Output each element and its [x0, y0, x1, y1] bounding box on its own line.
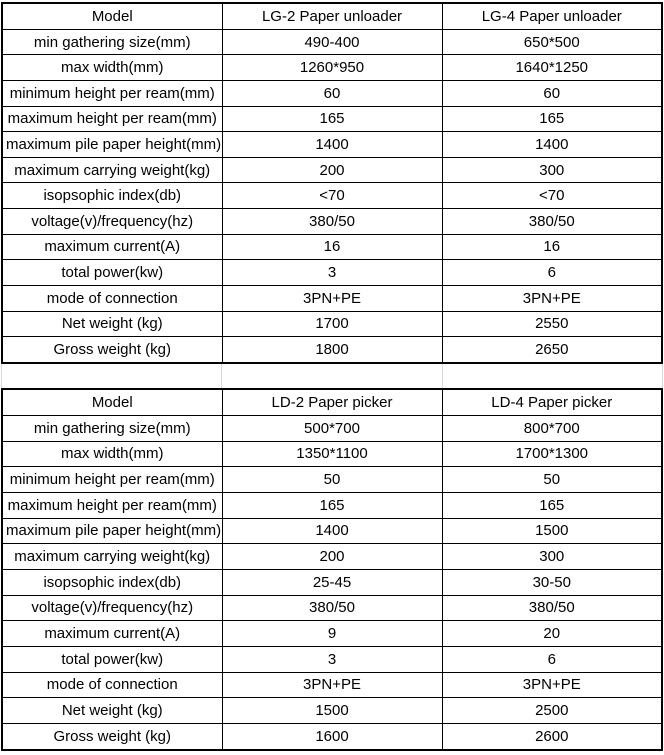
spec-row: [2, 106, 662, 132]
spec-value-cell: 1640*1250: [442, 55, 662, 81]
spec-value-cell: 380/50: [442, 209, 662, 235]
spec-value-cell: 300: [442, 157, 662, 183]
spec-value-cell: <70: [222, 183, 442, 209]
spec-label-cell: min gathering size(mm): [2, 29, 222, 55]
spec-value-cell: 6: [442, 260, 662, 286]
spec-label-cell: maximum height per ream(mm): [2, 106, 222, 132]
model-header-cell: Model: [2, 389, 222, 415]
spec-row: [2, 260, 662, 286]
spec-value-cell: 30-50: [442, 569, 662, 595]
spec-label-cell: Gross weight (kg): [2, 337, 222, 363]
spec-label-cell: mode of connection: [2, 672, 222, 698]
spec-label-cell: min gathering size(mm): [2, 415, 222, 441]
spec-value-cell: 200: [222, 544, 442, 570]
header-row: [2, 3, 662, 29]
model-name-cell: LG-4 Paper unloader: [442, 3, 662, 29]
spec-label-cell: maximum current(A): [2, 621, 222, 647]
spec-value-cell: <70: [442, 183, 662, 209]
table-gap: [1, 364, 663, 388]
spec-label-cell: maximum pile paper height(mm): [2, 518, 222, 544]
paper-picker-spec-table: [1, 388, 663, 751]
spec-label-cell: isopsophic index(db): [2, 183, 222, 209]
gap-cell: [442, 364, 662, 388]
spec-row: [2, 415, 662, 441]
spec-value-cell: 2500: [442, 698, 662, 724]
spec-label-cell: Net weight (kg): [2, 311, 222, 337]
spec-row: [2, 132, 662, 158]
spec-value-cell: 1800: [222, 337, 442, 363]
spec-label-cell: total power(kw): [2, 646, 222, 672]
spec-label-cell: voltage(v)/frequency(hz): [2, 595, 222, 621]
spec-value-cell: 380/50: [222, 595, 442, 621]
spec-value-cell: 25-45: [222, 569, 442, 595]
spec-value-cell: 3PN+PE: [442, 672, 662, 698]
gap-cell: [2, 364, 221, 388]
spec-row: [2, 518, 662, 544]
spec-row: [2, 234, 662, 260]
spec-value-cell: 200: [222, 157, 442, 183]
spec-label-cell: minimum height per ream(mm): [2, 81, 222, 107]
spec-value-cell: 1350*1100: [222, 441, 442, 467]
spec-value-cell: 6: [442, 646, 662, 672]
gap-cell: [221, 364, 441, 388]
spec-row: [2, 698, 662, 724]
spec-row: [2, 29, 662, 55]
spec-label-cell: maximum current(A): [2, 234, 222, 260]
spec-value-cell: 165: [442, 492, 662, 518]
spec-label-cell: minimum height per ream(mm): [2, 467, 222, 493]
spec-row: [2, 183, 662, 209]
spec-value-cell: 2650: [442, 337, 662, 363]
spec-value-cell: 20: [442, 621, 662, 647]
model-name-cell: LD-4 Paper picker: [442, 389, 662, 415]
spec-value-cell: 9: [222, 621, 442, 647]
spec-row: [2, 544, 662, 570]
spec-value-cell: 650*500: [442, 29, 662, 55]
spec-row: [2, 723, 662, 750]
spec-row: [2, 672, 662, 698]
spec-value-cell: 2550: [442, 311, 662, 337]
spec-row: [2, 81, 662, 107]
spec-label-cell: maximum carrying weight(kg): [2, 544, 222, 570]
spec-value-cell: 165: [222, 106, 442, 132]
spec-value-cell: 16: [442, 234, 662, 260]
spec-value-cell: 3: [222, 260, 442, 286]
spec-value-cell: 380/50: [442, 595, 662, 621]
spec-value-cell: 60: [442, 81, 662, 107]
spec-value-cell: 165: [442, 106, 662, 132]
spec-value-cell: 1700: [222, 311, 442, 337]
spec-value-cell: 1400: [222, 132, 442, 158]
spec-row: [2, 569, 662, 595]
spec-value-cell: 1500: [222, 698, 442, 724]
spec-value-cell: 800*700: [442, 415, 662, 441]
spec-value-cell: 1500: [442, 518, 662, 544]
spec-value-cell: 1400: [442, 132, 662, 158]
spec-value-cell: 490-400: [222, 29, 442, 55]
spec-value-cell: 3PN+PE: [222, 285, 442, 311]
header-row: [2, 389, 662, 415]
spec-value-cell: 1400: [222, 518, 442, 544]
spec-row: [2, 157, 662, 183]
spec-label-cell: voltage(v)/frequency(hz): [2, 209, 222, 235]
spec-label-cell: maximum height per ream(mm): [2, 492, 222, 518]
spec-value-cell: 3PN+PE: [222, 672, 442, 698]
spec-label-cell: maximum carrying weight(kg): [2, 157, 222, 183]
model-header-cell: Model: [2, 3, 222, 29]
spec-value-cell: 3PN+PE: [442, 285, 662, 311]
spec-label-cell: isopsophic index(db): [2, 569, 222, 595]
spec-label-cell: Gross weight (kg): [2, 723, 222, 750]
spec-row: [2, 467, 662, 493]
spec-value-cell: 16: [222, 234, 442, 260]
model-name-cell: LG-2 Paper unloader: [222, 3, 442, 29]
spec-value-cell: 1700*1300: [442, 441, 662, 467]
paper-unloader-spec-table: [1, 2, 663, 364]
spec-row: [2, 492, 662, 518]
spec-value-cell: 3: [222, 646, 442, 672]
spec-row: [2, 621, 662, 647]
spec-value-cell: 50: [222, 467, 442, 493]
spec-value-cell: 60: [222, 81, 442, 107]
spec-label-cell: Net weight (kg): [2, 698, 222, 724]
model-name-cell: LD-2 Paper picker: [222, 389, 442, 415]
spec-value-cell: 1600: [222, 723, 442, 750]
spec-value-cell: 50: [442, 467, 662, 493]
spec-row: [2, 285, 662, 311]
spec-label-cell: max width(mm): [2, 441, 222, 467]
spec-value-cell: 500*700: [222, 415, 442, 441]
spec-label-cell: max width(mm): [2, 55, 222, 81]
spec-row: [2, 595, 662, 621]
spec-value-cell: 1260*950: [222, 55, 442, 81]
spec-value-cell: 165: [222, 492, 442, 518]
spec-value-cell: 2600: [442, 723, 662, 750]
spec-row: [2, 441, 662, 467]
spec-row: [2, 646, 662, 672]
spec-row: [2, 337, 662, 363]
spec-value-cell: 380/50: [222, 209, 442, 235]
spec-row: [2, 311, 662, 337]
spec-row: [2, 55, 662, 81]
spec-row: [2, 209, 662, 235]
spec-label-cell: total power(kw): [2, 260, 222, 286]
spec-label-cell: mode of connection: [2, 285, 222, 311]
spec-label-cell: maximum pile paper height(mm): [2, 132, 222, 158]
spec-value-cell: 300: [442, 544, 662, 570]
